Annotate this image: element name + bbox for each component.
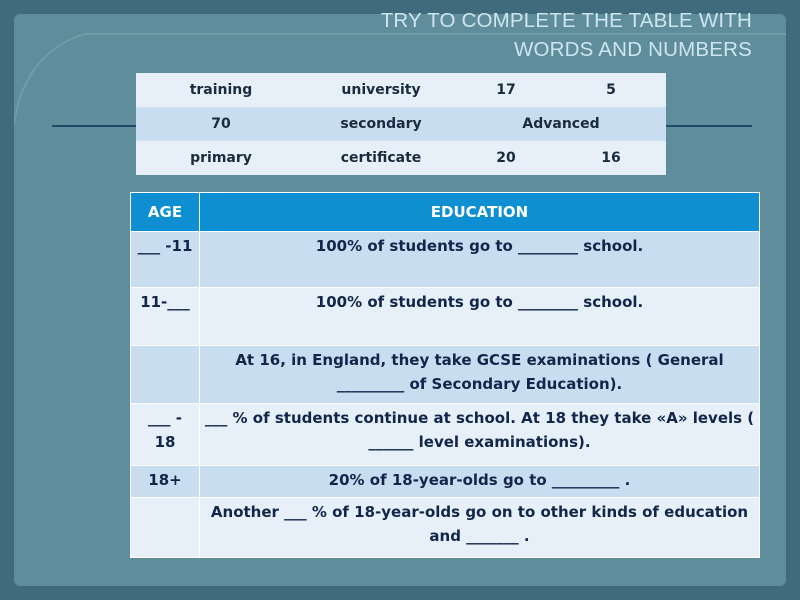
table-row <box>131 232 760 288</box>
education-header: EDUCATION <box>200 193 760 232</box>
table-row <box>131 346 760 404</box>
word-bank-table <box>136 73 666 175</box>
age-cell <box>131 498 200 558</box>
age-cell <box>131 346 200 404</box>
slide-title <box>232 6 752 64</box>
word-bank-cell: 17 <box>456 73 556 107</box>
education-table <box>130 192 760 558</box>
word-bank-cell: secondary <box>306 107 456 141</box>
education-cell: Another ___ % of 18-year-olds go on to other kinds of education and _______ . <box>200 498 760 558</box>
education-cell: 100% of students go to ________ school. <box>200 288 760 346</box>
title-line-2: WORDS AND NUMBERS <box>513 38 752 61</box>
word-bank-cell: Advanced <box>456 107 666 141</box>
age-header: AGE <box>131 193 200 232</box>
education-cell: At 16, in England, they take GCSE examinations ( General _________ of Secondary Education). <box>200 346 760 404</box>
word-bank-cell: university <box>306 73 456 107</box>
education-cell: ___ % of students continue at school. At 18 they take «A» levels ( ______ level examinations). <box>200 404 760 466</box>
education-cell: 100% of students go to ________ school. <box>200 232 760 288</box>
word-bank-cell: 20 <box>456 141 556 175</box>
table-row <box>131 498 760 558</box>
word-bank-cell: 16 <box>556 141 666 175</box>
word-bank-cell: 70 <box>136 107 306 141</box>
word-bank-cell: 5 <box>556 73 666 107</box>
age-cell: 18+ <box>131 466 200 498</box>
title-line-1: TRY TO COMPLETE THE TABLE WITH <box>380 9 752 32</box>
education-cell: 20% of 18-year-olds go to _________ . <box>200 466 760 498</box>
word-bank-cell: certificate <box>306 141 456 175</box>
word-bank-row <box>136 73 666 107</box>
table-row <box>131 466 760 498</box>
divider-left <box>52 125 136 127</box>
table-row <box>131 404 760 466</box>
age-cell: ___ - 18 <box>131 404 200 466</box>
word-bank-row <box>136 107 666 141</box>
word-bank-cell: training <box>136 73 306 107</box>
word-bank-cell: primary <box>136 141 306 175</box>
table-row <box>131 288 760 346</box>
table-header-row <box>131 193 760 232</box>
word-bank-row <box>136 141 666 175</box>
divider-right <box>666 125 752 127</box>
age-cell: 11-___ <box>131 288 200 346</box>
age-cell: ___ -11 <box>131 232 200 288</box>
